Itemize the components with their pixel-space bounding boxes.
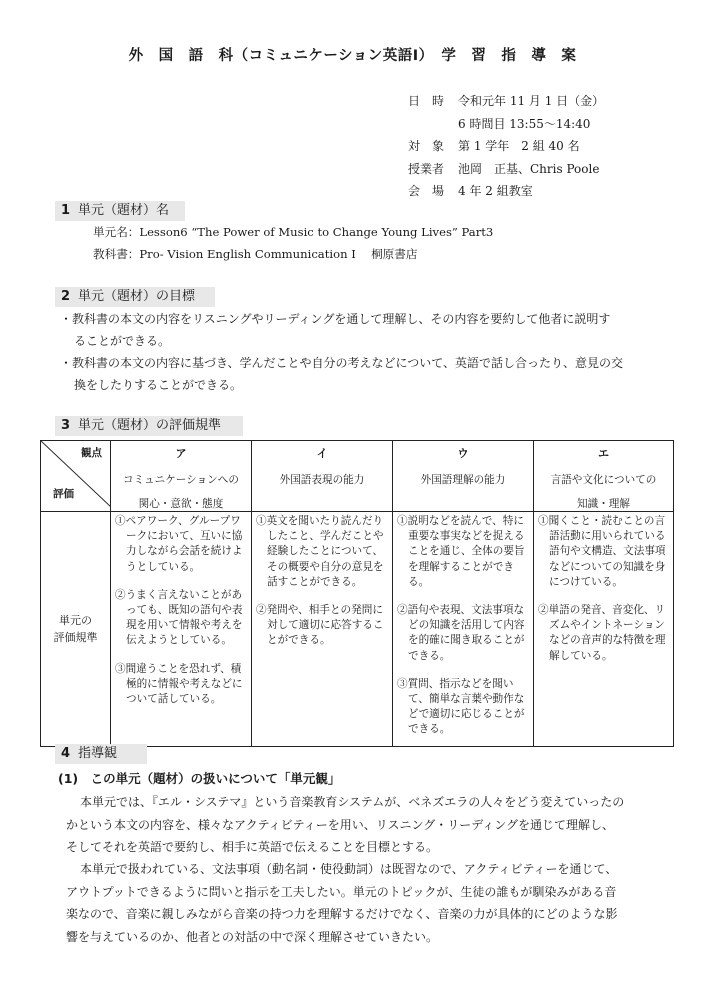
criteria-item: ②発問や、相手との発問に対して適切に応答することができる。 — [256, 604, 384, 647]
criteria-cell-a — [111, 512, 252, 747]
column-header-e: エ 言語や文化についての 知識・理解 — [534, 441, 674, 512]
info-row-teacher — [408, 158, 604, 181]
info-row-period — [408, 113, 604, 136]
lesson-info — [408, 90, 604, 203]
column-header-u: ウ 外国語理解の能力 — [393, 441, 534, 512]
info-label: 日 時 — [408, 94, 445, 108]
criteria-item: ②語句や表現、文法事項などの知識を活用して内容を的確に聞き取ることができる。 — [397, 604, 525, 662]
info-value: 6 時間目 13:55〜14:40 — [458, 116, 591, 131]
diagonal-header-cell — [41, 441, 111, 512]
goal-item-2: ・教科書の本文の内容に基づき、学んだことや自分の考えなどについて、英語で話し合ったり、意見の交 換をしたりすることができる。 — [60, 356, 624, 392]
criteria-cell-e — [534, 512, 674, 747]
criteria-item: ①英文を聞いたり読んだりしたこと、学んだことや経験したことについて、その概要や自分の意見を話すことができる。 — [256, 515, 384, 588]
criteria-cell-i — [252, 512, 393, 747]
table-header-row — [41, 441, 674, 512]
section-3-heading: 3 単元（題材）の評価規準 — [55, 416, 243, 436]
column-header-a: ア コミュニケーションへの 関心・意欲・態度 — [111, 441, 252, 512]
kanten-label: 観点 — [81, 447, 102, 459]
document-title: 外 国 語 科（コミュニケーション英語Ⅰ） 学 習 指 導 案 — [128, 48, 577, 64]
paragraph-1: 本単元では、『エル・システマ』という音楽教育システムが、ベネズエラの人々をどう変えていったの かという本文の内容を、様々なアクティビティーを用い、リスニング・リーディングを通じて理解し、 そしてそれを英語で要約し、相手に英語で伝えることを目標とする。 — [66, 795, 625, 854]
criteria-item: ①聞くこと・読むことの言語活動に用いられている語句や文構造、文法事項などについての知識を身につけている。 — [538, 515, 666, 588]
paragraph-2: 本単元で扱われている、文法事項（動名詞・使役動詞）は既習なので、アクティビティーを通じて、 アウトプットできるように問いと指示を工夫したい。単元のトピックが、生徒の誰もが馴染みがある音 楽なので、音楽に親しみながら音楽の持つ力を理解するだけでなく、音楽の力が具体的にどのような影 響を与えているのか、他者との対話の中で深く理解させていきたい。 — [66, 862, 618, 944]
unit-name: 単元名：Lesson6 “The Power of Music to Change Young Lives” Part3 — [93, 225, 494, 239]
section-2-heading: 2 単元（題材）の目標 — [55, 287, 215, 307]
goal-item-1: ・教科書の本文の内容をリスニングやリーディングを通して理解し、その内容を要約して他者に説明す ることができる。 — [60, 312, 611, 348]
section-4-heading: 4 指導観 — [55, 744, 147, 764]
info-row-date — [408, 90, 604, 113]
info-value: 令和元年 11 月 1 日（金） — [458, 94, 605, 108]
table-criteria-row — [41, 512, 674, 747]
info-row-target — [408, 135, 604, 158]
info-value: 第 1 学年 2 組 40 名 — [458, 139, 580, 153]
section-4-subheading: (1) この単元（題材）の扱いについて「単元観」 — [58, 771, 341, 786]
textbook-name: 教科書：Pro- Vision English Communication I 桐原書店 — [93, 247, 418, 261]
section-1-heading: 1 単元（題材）名 — [55, 201, 185, 221]
criteria-item: ③質問、指示などを聞いて、簡単な言葉や動作などで適切に応じることができる。 — [397, 677, 525, 736]
criteria-cell-u — [393, 512, 534, 747]
criteria-item: ②うまく言えないことがあっても、既知の語句や表現を用いて情報や考えを伝えようとしている。 — [115, 588, 243, 647]
info-label: 対 象 — [408, 139, 445, 153]
column-header-i: イ 外国語表現の能力 — [252, 441, 393, 512]
evaluation-criteria-table — [40, 440, 674, 747]
info-value: 4 年 2 組教室 — [458, 184, 533, 198]
info-label: 会 場 — [408, 184, 445, 198]
criteria-item: ①説明などを読んで、特に重要な事実などを捉えることを通じ、全体の要旨を理解することができる。 — [397, 515, 525, 588]
hyoka-label: 評価 — [53, 488, 74, 500]
info-row-venue — [408, 180, 604, 203]
info-label: 授業者 — [408, 161, 445, 176]
criteria-item: ②単語の発音、音変化、リズムやイントネーションなどの音声的な特徴を理解している。 — [538, 604, 666, 662]
info-value: 池岡 正基、Chris Poole — [458, 161, 600, 176]
criteria-item: ①ペアワーク、グループワークにおいて、互いに協力しながら会話を続けようとしている。 — [115, 515, 243, 573]
row-label: 単元の 評価規準 — [41, 512, 111, 747]
criteria-item: ③間違うことを恐れず、積極的に情報や考えなどについて話している。 — [115, 662, 243, 706]
